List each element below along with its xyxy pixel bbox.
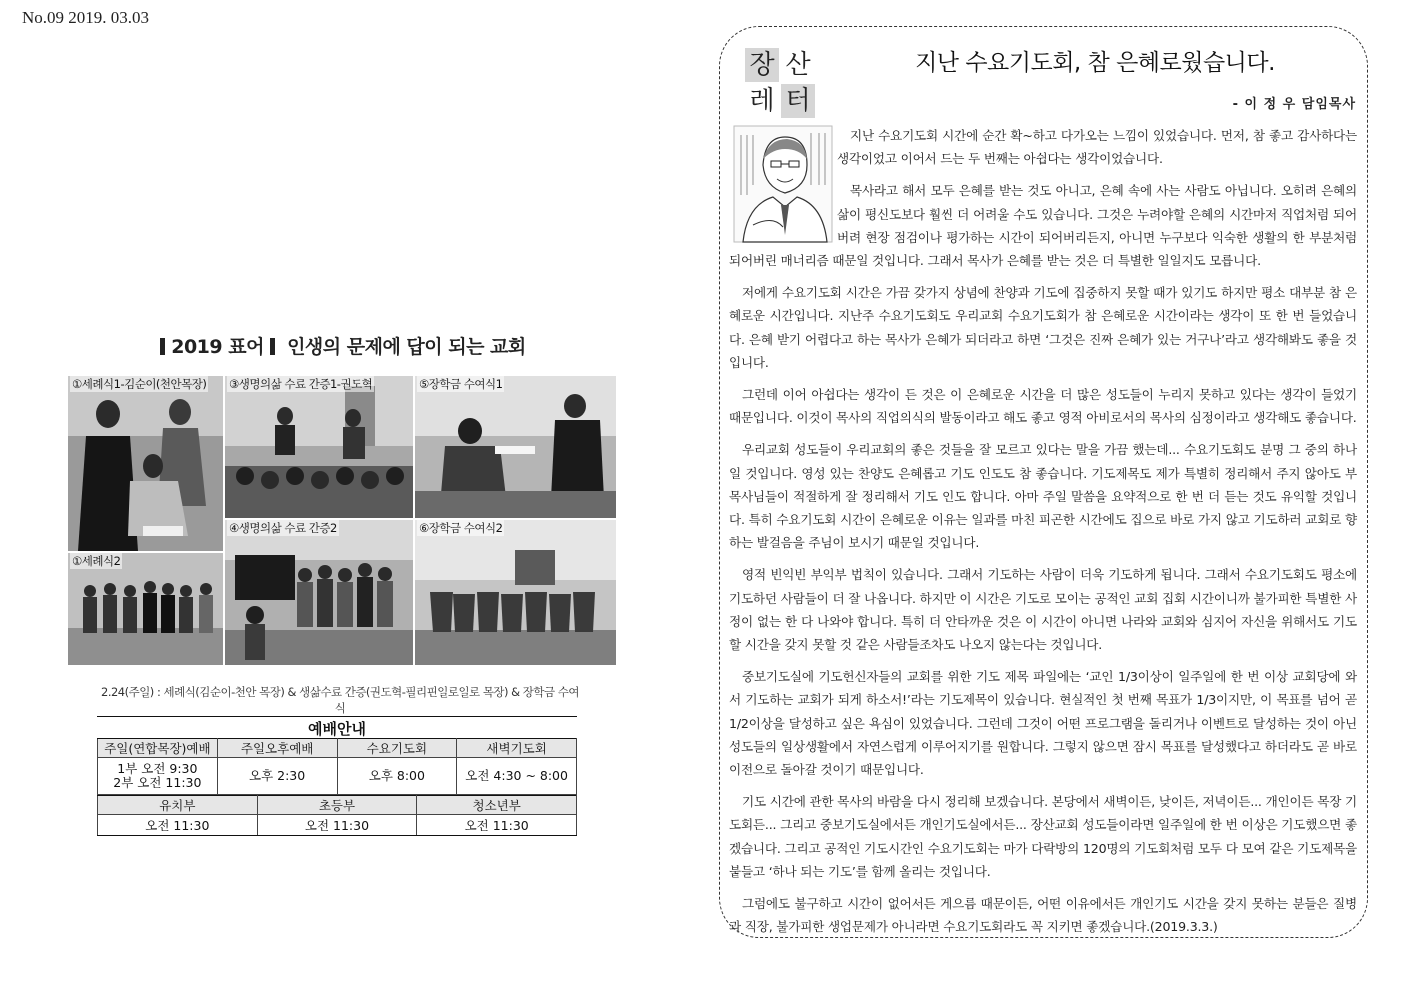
photo-caption-label: ①세례식2 bbox=[72, 554, 121, 568]
photo-event-caption: 2.24(주일) : 세례식(김순이-천안 목장) & 생삶수료 간증(권도혁-필리핀일로일로 목장) & 장학금 수여식 bbox=[101, 685, 579, 715]
header-wednesday: 수요기도회 bbox=[337, 739, 457, 758]
letter-paragraph: 우리교회 성도들이 우리교회의 좋은 것들을 잘 모르고 있다는 말을 가끔 했는데... 수요기도회도 분명 그 중의 하나일 것입니다. 영성 있는 찬양도 은혜롭고 기도 인도도 참 좋습니다. 기도제목도 제가 특별히 정리해서 주지 않아도 부목사님들이 적절하게 잘 정리해서 기도 인도 합니다. 아마 주일 말씀을 요약적으로 한 번 더 듣는 것도 유익할 것입니다. 특히 수요기도회 시간이 은혜로운 이유는 일과를 마친 피곤한 시간에도 집으로 바로 가지 않고 기도하러 교회로 향하는 발걸음을 주님이 보시기 때문일 것입니다. bbox=[729, 442, 1357, 551]
time-sunday bbox=[98, 758, 218, 795]
letter-author: - 이 정 우 담임목사 bbox=[1232, 97, 1356, 112]
issue-number: No.09 2019. 03.03 bbox=[22, 8, 150, 27]
letter-paragraph: 기도 시간에 관한 목사의 바람을 다시 정리해 보겠습니다. 본당에서 새벽이든, 낮이든, 저녁이든... 개인이든 목장 기도회든... 그리고 중보기도실에서든 개인기도실에서든... 장산교회 성도들이라면 일주일에 한 번 이상은 기도했으면 좋겠습니다. 그리고 공적인 기도시간인 수요기도회는 마가 다락방의 120명의 기도회처럼 모두 다 모여 같은 기도제목을 붙들고 ‘하나 되는 기도’를 함께 올리는 것입니다. bbox=[729, 794, 1357, 879]
column-title-tile: 산 bbox=[785, 50, 811, 80]
letter-paragraph: 중보기도실에 기도헌신자들의 교회를 위한 기도 제목 파일에는 ‘교인 1/3이상이 일주일에 한 번 이상 교회당에 와서 기도하는 교회가 되게 하소서!’라는 기도제목이 있습니다. 현실적인 첫 번째 목표가 1/3이지만, 이 목표를 넘어 곧 1/2이상을 달성하고 싶은 욕심이 있었습니다. 그런데 그것이 어떤 프로그램을 돌리거나 이벤트로 달성하는 것이 아닌 성도들의 일상생활에서 자연스럽게 이루어지기를 원합니다. 그렇지 않으면 잠시 목표를 달성했다고 하더라도 곧 바로 이전으로 돌아갈 것이기 때문입니다. bbox=[729, 669, 1357, 778]
header-afternoon: 주일오후예배 bbox=[217, 739, 337, 758]
photo-baptism-1 bbox=[68, 376, 223, 551]
letter-paragraph: 그런데 이어 아쉽다는 생각이 든 것은 이 은혜로운 시간을 더 많은 성도들이 누리지 못하고 있다는 생각이 들었기 때문입니다. 이것이 목사의 직업의식의 발동이라고 해도 좋고 영적 아비로서의 목사의 심정이라고 생각해도 좋습니다. bbox=[729, 387, 1357, 426]
header-sunday: 주일(연합목장)예배 bbox=[98, 739, 218, 758]
motto-year: 2019 표어 bbox=[171, 336, 264, 358]
portrait-space bbox=[729, 124, 837, 242]
photo-testimony-2 bbox=[225, 520, 413, 665]
letter-paragraph: 저에게 수요기도회 시간은 가끔 갖가지 상념에 찬양과 기도에 집중하지 못할 때가 있기도 하지만 평소 대부분 참 은혜로운 시간입니다. 지난주 수요기도회도 우리교회 수요기도회가 참 은혜로운 시간이라는 생각이 또 한 번 들었습니다. 은혜 받기 어렵다고 하는 목사가 은혜가 되더라고 하면 ‘그것은 진짜 은혜가 있는 거구나’라고 생각해봐도 좋을 것입니다. bbox=[729, 285, 1357, 370]
photo-caption-label: ③생명의삶 수료 간증1-권도혁 bbox=[229, 377, 373, 391]
motto-text: 인생의 문제에 답이 되는 교회 bbox=[287, 336, 526, 358]
service-guide-table bbox=[97, 716, 577, 836]
header-elementary: 초등부 bbox=[257, 796, 417, 815]
letter-paragraph: 지난 수요기도회 시간에 순간 확~하고 다가오는 느낌이 있었습니다. 먼저, 참 좋고 감사하다는 생각이었고 이어서 드는 두 번째는 아쉽다는 생각이었습니다. bbox=[837, 128, 1357, 167]
photo-scholarship-1 bbox=[415, 376, 616, 518]
motto-bar-icon bbox=[270, 338, 275, 355]
photo-caption-label: ⑤장학금 수여식1 bbox=[419, 377, 503, 391]
sunday-service-1: 1부 오전 9:30 bbox=[117, 761, 198, 776]
column-title-tile: 레 bbox=[749, 86, 775, 116]
letter-paragraph: 그럼에도 불구하고 시간이 없어서든 게으름 때문이든, 어떤 이유에서든 개인기도 시간을 갖지 못하는 분들은 질병과 직장, 불가피한 생업문제가 아니라면 수요기도회라도 꼭 지키면 좋겠습니다.(2019.3.3.) bbox=[729, 896, 1357, 935]
service-guide-title: 예배안내 bbox=[97, 716, 577, 738]
photo-image bbox=[68, 376, 223, 551]
column-title-tile: 장 bbox=[745, 48, 779, 82]
photo-caption-label: ⑥장학금 수여식2 bbox=[419, 521, 503, 535]
time-wednesday: 오후 8:00 bbox=[337, 758, 457, 795]
header-kindergarten: 유치부 bbox=[98, 796, 258, 815]
sunday-service-2: 2부 오전 11:30 bbox=[113, 775, 202, 790]
photo-image bbox=[225, 520, 413, 665]
header-youth: 청소년부 bbox=[417, 796, 577, 815]
letter-headline: 지난 수요기도회, 참 은혜로웠습니다. bbox=[915, 50, 1275, 76]
photo-baptism-2 bbox=[68, 553, 223, 665]
photo-image bbox=[415, 376, 616, 518]
motto-bar-icon bbox=[160, 338, 165, 355]
time-elementary: 오전 11:30 bbox=[257, 815, 417, 836]
time-youth: 오전 11:30 bbox=[417, 815, 577, 836]
letter-body bbox=[729, 124, 1357, 948]
photo-image bbox=[225, 376, 413, 518]
header-dawn: 새벽기도회 bbox=[457, 739, 577, 758]
church-motto bbox=[100, 332, 580, 359]
photo-scholarship-2 bbox=[415, 520, 616, 665]
photo-image bbox=[68, 553, 223, 665]
column-title-tile: 터 bbox=[781, 84, 815, 118]
letter-paragraph: 영적 빈익빈 부익부 법칙이 있습니다. 그래서 기도하는 사람이 더욱 기도하게 됩니다. 그래서 수요기도회도 평소에 기도하던 사람들이 더 잘 나옵니다. 하지만 이 시간은 기도로 모이는 공적인 교회 집회 시간이니까 불가피한 특별한 사정이 없는 한 다 나와야 합니다. 특히 더 안타까운 것은 이 시간이 아니면 나라와 교회와 심지어 자신을 위해서도 기도할 시간을 갖지 못할 것 같은 사람들조차도 나오지 않는다는 것입니다. bbox=[729, 567, 1357, 653]
photo-caption-label: ①세례식1-김순이(천안목장) bbox=[72, 377, 207, 391]
time-dawn: 오전 4:30 ~ 8:00 bbox=[457, 758, 577, 795]
photo-caption-label: ④생명의삶 수료 간증2 bbox=[229, 521, 337, 535]
photo-image bbox=[415, 520, 616, 665]
time-afternoon: 오후 2:30 bbox=[217, 758, 337, 795]
letter-paragraph: 목사라고 해서 모두 은혜를 받는 것도 아니고, 은혜 속에 사는 사람도 아닙니다. 오히려 은혜의 삶이 평신도보다 훨씬 더 어려울 수도 있습니다. 그것은 누려야할 은혜의 시간마저 직업처럼 되어버려 현장 점검이나 평가하는 시간이 되어버리든지, 아니면 누구보다 익숙한 생활의 한 부분처럼 되어버린 매너리즘 때문일 것입니다. 그래서 목사가 은혜를 받는 것은 더 특별한 일일지도 모릅니다. bbox=[729, 183, 1357, 269]
time-kindergarten: 오전 11:30 bbox=[98, 815, 258, 836]
photo-testimony-1 bbox=[225, 376, 413, 518]
